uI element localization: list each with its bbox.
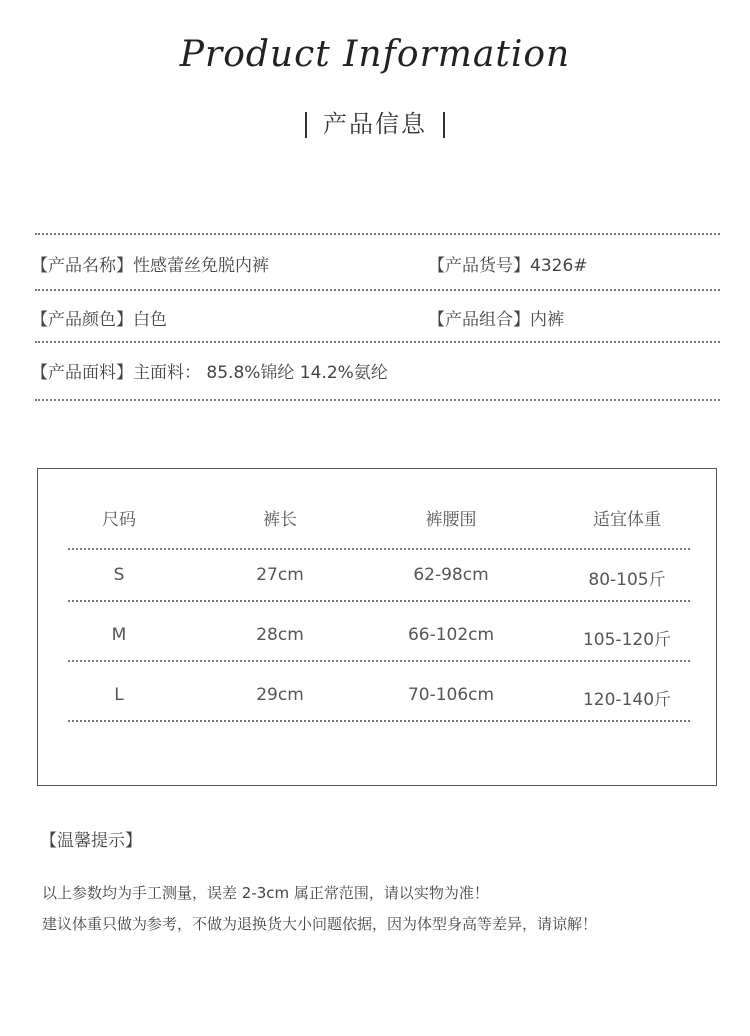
product-name-label: 【产品名称】: [31, 256, 133, 276]
page-title-text: 产品信息: [323, 110, 427, 138]
cell-length: 29cm: [256, 685, 304, 705]
product-name-value: 性感蕾丝免脱内裤: [133, 256, 269, 276]
page-title: [0, 104, 750, 139]
size-table: [37, 468, 717, 786]
header-weight: 适宜体重: [593, 510, 661, 530]
cell-length: 27cm: [256, 565, 304, 585]
table-divider: [68, 660, 690, 662]
script-title: Product Information: [179, 34, 571, 75]
table-divider: [68, 600, 690, 602]
cell-size: S: [113, 565, 125, 585]
product-code-value: 4326#: [530, 256, 588, 276]
title-bar-left: [305, 112, 307, 138]
divider: [35, 233, 720, 235]
product-combo: [428, 305, 564, 330]
cell-size: L: [114, 685, 124, 705]
cell-length: 28cm: [256, 625, 304, 645]
cell-waist: 70-106cm: [407, 685, 495, 705]
product-name: [31, 251, 269, 276]
header-size: 尺码: [102, 510, 136, 530]
product-fabric-label: 【产品面料】: [31, 363, 133, 383]
product-code: [428, 251, 588, 276]
divider: [35, 289, 720, 291]
table-divider: [68, 720, 690, 722]
cell-size: M: [111, 625, 127, 645]
header-waist: 裤腰围: [425, 510, 477, 530]
product-color-label: 【产品颜色】: [31, 310, 133, 330]
cell-weight: 80-105斤: [588, 570, 666, 590]
header-length: 裤长: [263, 510, 297, 530]
cell-waist: 66-102cm: [407, 625, 495, 645]
tip-line: 以上参数均为手工测量，误差 2-3cm 属正常范围，请以实物为准！: [42, 884, 489, 902]
cell-weight: 105-120斤: [582, 630, 672, 650]
product-code-label: 【产品货号】: [428, 256, 530, 276]
tips-title: 【温馨提示】: [40, 831, 142, 851]
product-fabric: [31, 358, 388, 383]
divider: [35, 399, 720, 401]
divider: [35, 341, 720, 343]
product-color-value: 白色: [133, 310, 167, 330]
cell-waist: 62-98cm: [413, 565, 489, 585]
product-fabric-value: 主面料： 85.8%锦纶 14.2%氨纶: [133, 363, 388, 383]
tip-line: 建议体重只做为参考，不做为退换货大小问题依据，因为体型身高等差异，请谅解！: [42, 915, 598, 933]
table-divider: [68, 548, 690, 550]
title-bar-right: [443, 112, 445, 138]
product-color: [31, 305, 167, 330]
product-combo-label: 【产品组合】: [428, 310, 530, 330]
product-combo-value: 内裤: [530, 310, 564, 330]
cell-weight: 120-140斤: [582, 690, 672, 710]
